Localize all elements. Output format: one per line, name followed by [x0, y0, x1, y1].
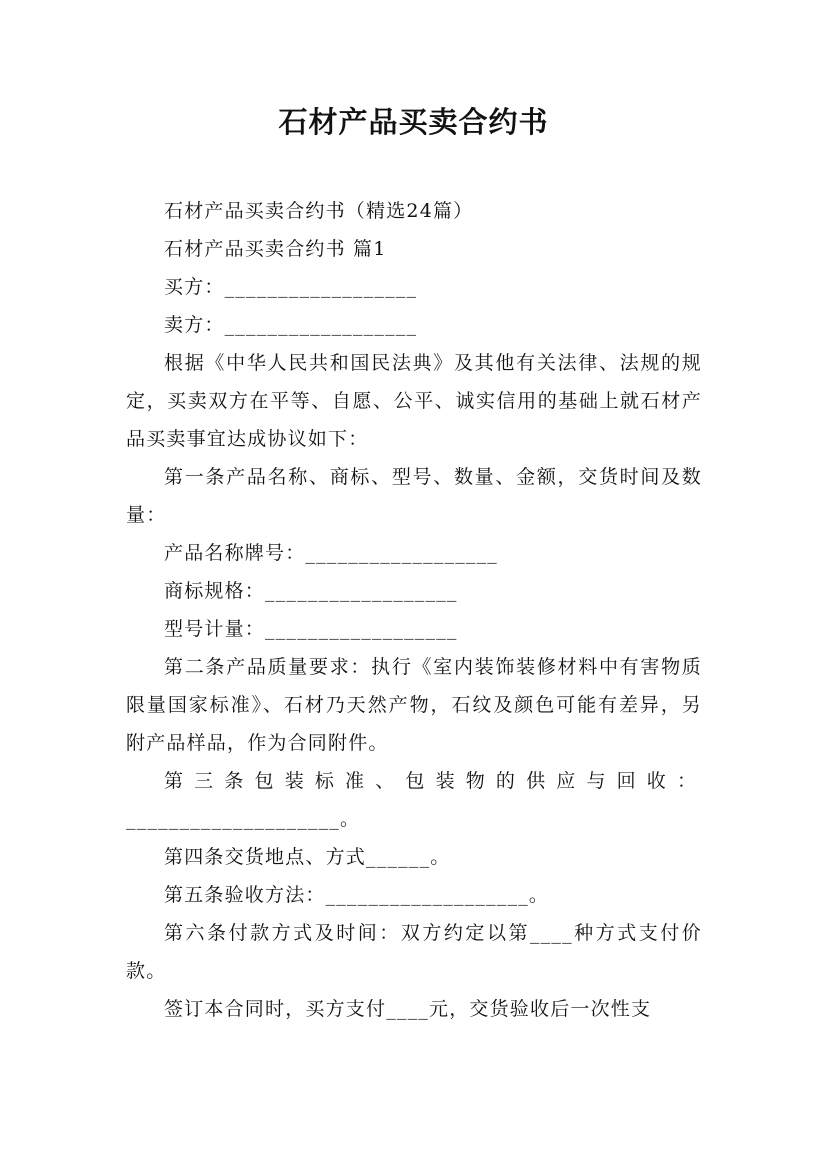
paragraph-subtitle: 石材产品买卖合约书（精选24篇） — [164, 200, 474, 222]
document-title: 石材产品买卖合约书 — [278, 105, 549, 139]
paragraph-section-heading: 石材产品买卖合约书 篇1 — [164, 238, 387, 260]
paragraph-trademark-spec: 商标规格：__________________ — [164, 580, 458, 602]
paragraph-seller: 卖方：__________________ — [164, 314, 418, 336]
paragraph-preamble: 根据《中华人民共和国民法典》及其他有关法律、法规的规定，买卖双方在平等、自愿、公平、诚实信用的基础上就石材产品买卖事宜达成协议如下： — [126, 352, 702, 450]
paragraph-article-6: 第六条付款方式及时间：双方约定以第____种方式支付价款。 — [126, 922, 702, 982]
paragraph-article-3: 第三条包装标准、包装物的供应与回收： — [164, 770, 702, 792]
paragraph-article-5: 第五条验收方法：___________________。 — [164, 884, 550, 906]
paragraph-article-3-blank: ____________________。 — [126, 808, 361, 830]
paragraph-buyer: 买方：__________________ — [164, 276, 418, 298]
paragraph-article-2: 第二条产品质量要求：执行《室内装饰装修材料中有害物质限量国家标准》、石材乃天然产物，石纹及颜色可能有差异，另附产品样品，作为合同附件。 — [126, 656, 702, 754]
paragraph-product-name: 产品名称牌号：__________________ — [164, 542, 499, 564]
paragraph-payment: 签订本合同时，买方支付____元，交货验收后一次性支 — [164, 998, 652, 1020]
paragraph-article-1: 第一条产品名称、商标、型号、数量、金额，交货时间及数量： — [126, 466, 702, 526]
paragraph-article-4: 第四条交货地点、方式______。 — [164, 846, 451, 868]
document-body — [126, 192, 702, 1028]
paragraph-model-measure: 型号计量：__________________ — [164, 618, 458, 640]
